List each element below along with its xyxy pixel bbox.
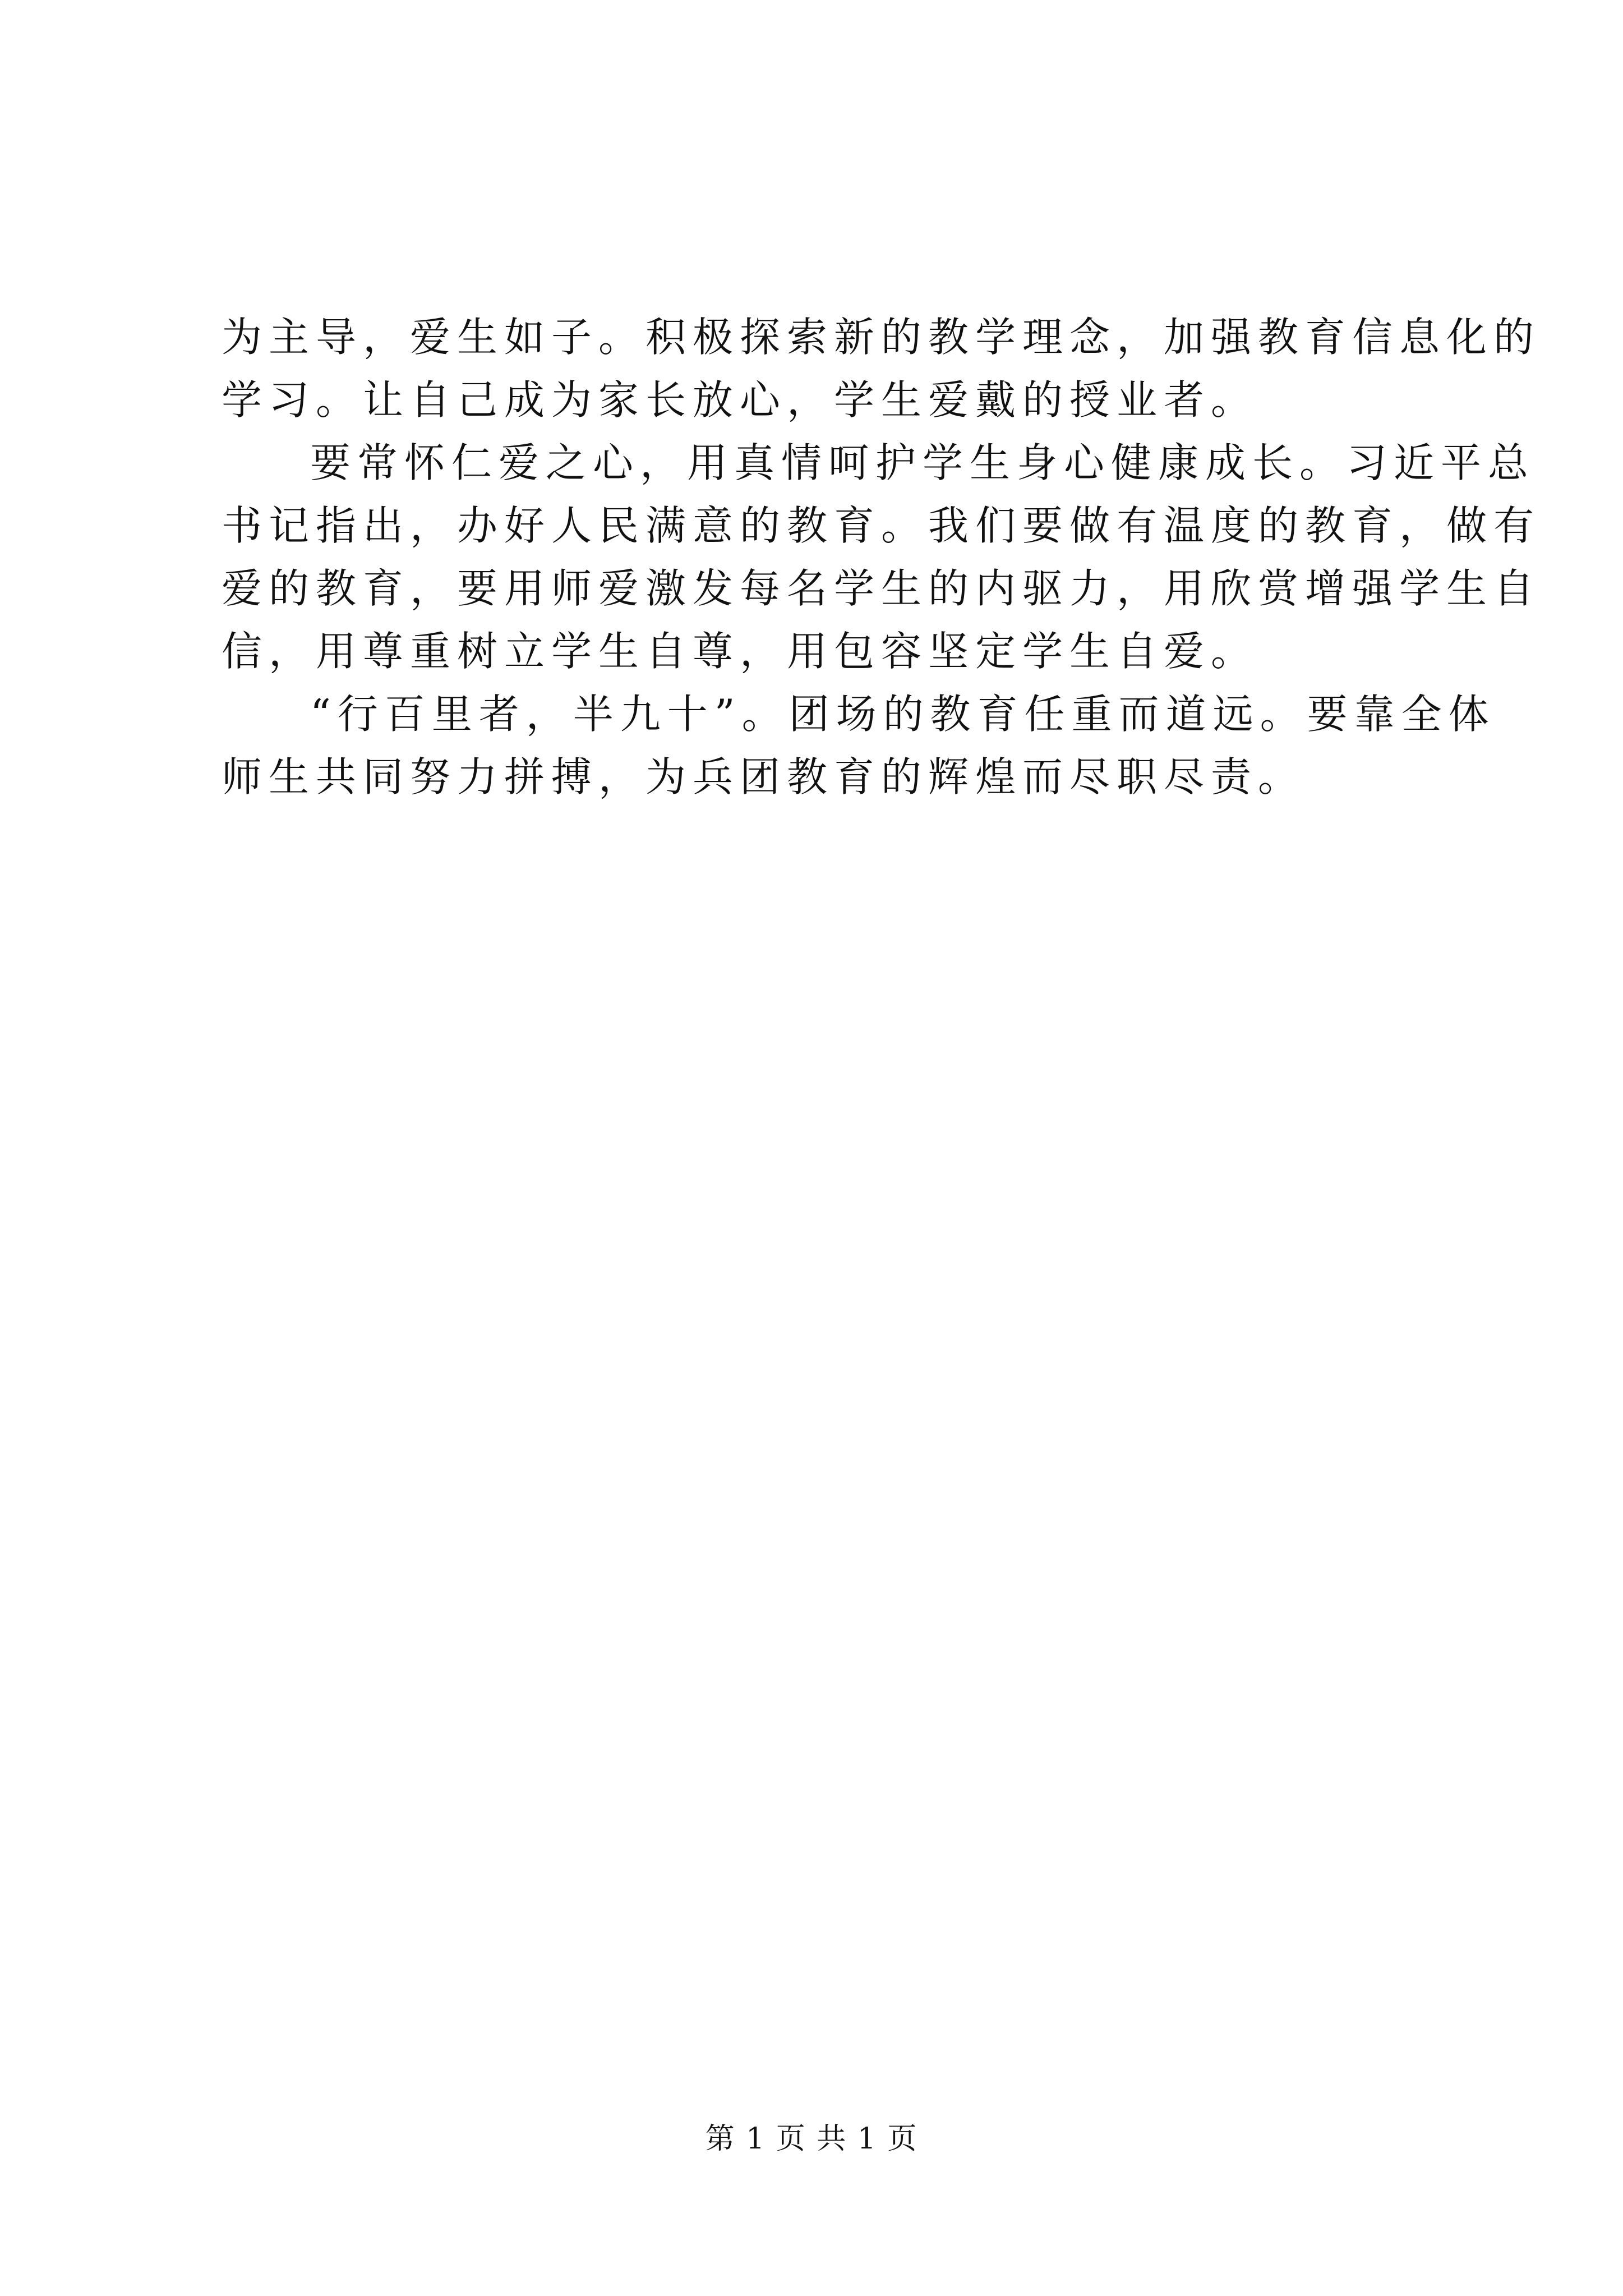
paragraph <box>222 431 1541 683</box>
page-number: 第 1 页 共 1 页 <box>705 2122 918 2156</box>
paragraph <box>222 683 1496 808</box>
page-footer <box>0 2119 1623 2159</box>
text-line: 师生共同努力拼搏，为兵团教育的辉煌而尽职尽责。 <box>222 753 1306 800</box>
text-line: 书记指出，办好人民满意的教育。我们要做有温度的教育，做有 <box>222 502 1541 549</box>
text-line: 爱的教育，要用师爱激发每名学生的内驱力，用欣赏增强学生自 <box>222 565 1541 612</box>
paragraph <box>222 306 1541 431</box>
text-line: 信，用尊重树立学生自尊，用包容坚定学生自爱。 <box>222 628 1258 675</box>
text-line: 要常怀仁爱之心，用真情呵护学生身心健康成长。习近平总 <box>310 439 1536 486</box>
text-line: 为主导，爱生如子。积极探索新的教学理念，加强教育信息化的 <box>222 314 1541 361</box>
text-line: “行百里者，半九十”。团场的教育任重而道远。要靠全体 <box>310 691 1496 738</box>
text-line: 学习。让自己成为家长放心，学生爱戴的授业者。 <box>222 376 1258 424</box>
document-body <box>222 306 1541 808</box>
